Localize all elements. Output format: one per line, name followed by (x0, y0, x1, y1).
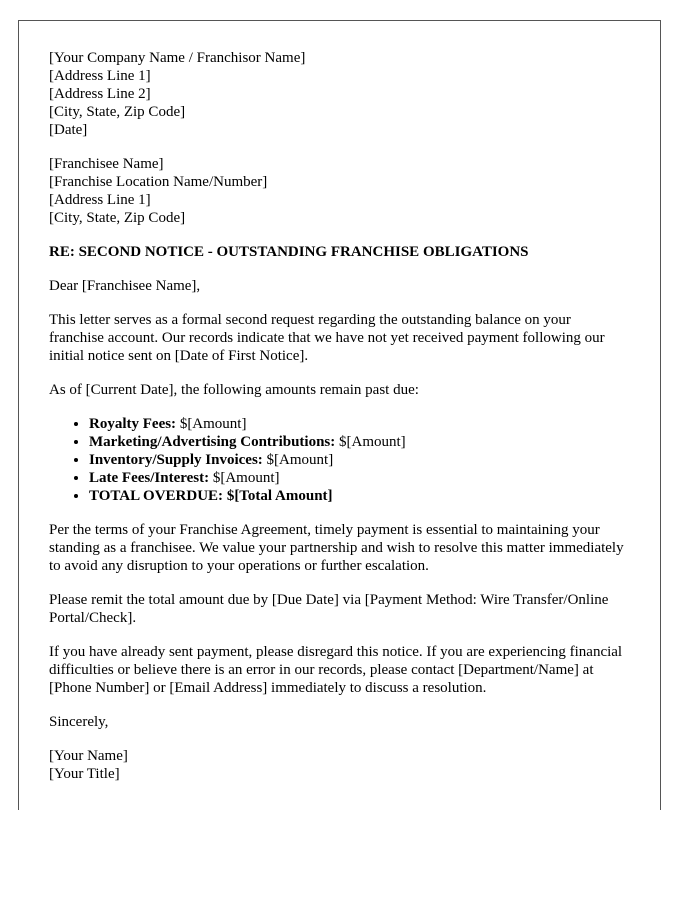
list-item (89, 433, 629, 451)
remit-paragraph: Please remit the total amount due by [Due Date] via [Payment Method: Wire Transfer/Online Portal/Check]. (49, 592, 609, 626)
signer-name: [Your Name] (49, 748, 128, 764)
sender-address-line-1: [Address Line 1] (49, 68, 151, 84)
letter-content (49, 49, 629, 783)
recipient-block (49, 155, 629, 227)
letter-page (18, 20, 661, 810)
past-due-intro: As of [Current Date], the following amounts remain past due: (49, 382, 419, 398)
signature-block (49, 747, 629, 783)
sender-block (49, 49, 629, 139)
list-item (89, 451, 629, 469)
recipient-location: [Franchise Location Name/Number] (49, 174, 268, 190)
recipient-address-line-1: [Address Line 1] (49, 192, 151, 208)
item-value: $[Amount] (209, 470, 280, 486)
sender-address-line-2: [Address Line 2] (49, 86, 151, 102)
past-due-list (49, 415, 629, 505)
list-item (89, 415, 629, 433)
item-label: Marketing/Advertising Contributions: (89, 434, 336, 450)
item-label: TOTAL OVERDUE: (89, 488, 224, 504)
letter-date: [Date] (49, 122, 88, 138)
recipient-city-state-zip: [City, State, Zip Code] (49, 210, 186, 226)
closing: Sincerely, (49, 714, 109, 730)
item-value: $[Amount] (176, 416, 247, 432)
item-value: $[Amount] (262, 452, 334, 468)
item-value-total: $[Total Amount] (223, 488, 333, 504)
list-item (89, 469, 629, 487)
list-item-total (89, 487, 629, 505)
sender-city-state-zip: [City, State, Zip Code] (49, 104, 186, 120)
sender-name: [Your Company Name / Franchisor Name] (49, 50, 306, 66)
salutation: Dear [Franchisee Name], (49, 278, 201, 294)
subject-line: RE: SECOND NOTICE - OUTSTANDING FRANCHISE OBLIGATIONS (49, 244, 529, 260)
terms-paragraph: Per the terms of your Franchise Agreement, timely payment is essential to maintaining your standing as a franchisee. We value your partnership and wish to resolve this matter immediately to avoid any disruption to your operations or further escalation. (49, 522, 624, 574)
intro-paragraph: This letter serves as a formal second request regarding the outstanding balance on your franchise account. Our records indicate that we have not yet received payment following our initial notice sent on [Date of First Notice]. (49, 312, 605, 364)
item-label: Royalty Fees: (89, 416, 177, 432)
item-label: Inventory/Supply Invoices: (89, 452, 263, 468)
item-label: Late Fees/Interest: (89, 470, 210, 486)
recipient-name: [Franchisee Name] (49, 156, 164, 172)
item-value: $[Amount] (335, 434, 406, 450)
signer-title: [Your Title] (49, 766, 120, 782)
disregard-paragraph: If you have already sent payment, please disregard this notice. If you are experiencing financial difficulties or believe there is an error in our records, please contact [Department/Name] at [Phone Number] or [Email Address] immediately to discuss a resolution. (49, 644, 623, 696)
